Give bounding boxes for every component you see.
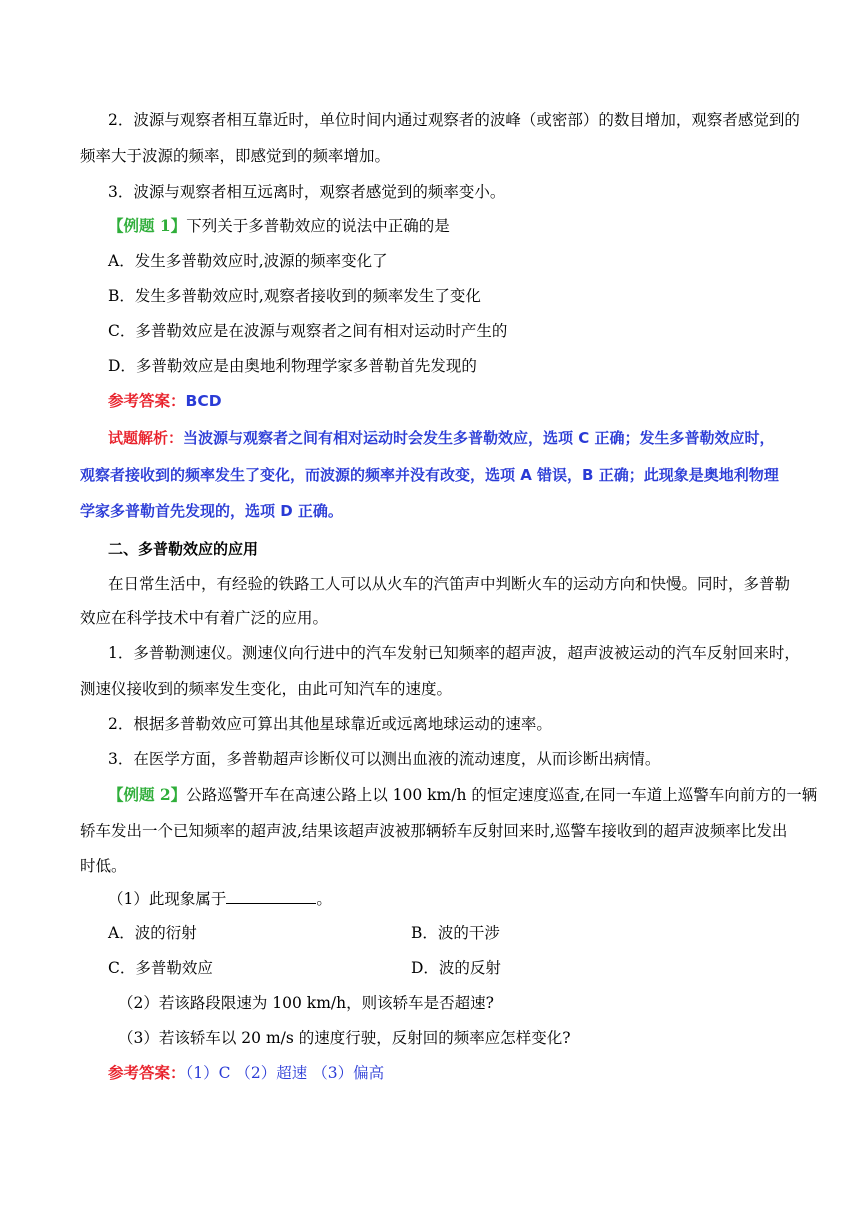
example2-answer-value: （1）C （2）超速 （3）偏高 <box>185 1064 385 1082</box>
example1-question <box>108 216 450 236</box>
analysis-label: 试题解析： <box>108 429 184 447</box>
example1-option-a: A．发生多普勒效应时,波源的频率变化了 <box>108 252 388 270</box>
example2-line3: 时低。 <box>80 857 127 875</box>
example2-line1 <box>108 785 817 805</box>
para-3: 3．波源与观察者相互远离时，观察者感觉到的频率变小。 <box>108 183 506 201</box>
para-2-line2: 频率大于波源的频率，即感觉到的频率增加。 <box>80 147 391 165</box>
example1-analysis-line1 <box>108 428 774 448</box>
q1-suffix: 。 <box>316 890 332 908</box>
app2: 2．根据多普勒效应可算出其他星球靠近或远离地球运动的速率。 <box>108 715 552 733</box>
example2-line2: 轿车发出一个已知频率的超声波,结果该超声波被那辆轿车反射回来时,巡警车接收到的超声波频率比发出 <box>80 822 788 840</box>
example2-option-c: C．多普勒效应 <box>108 959 213 977</box>
example2-option-a: A．波的衍射 <box>108 924 197 942</box>
example1-analysis-line2: 观察者接收到的频率发生了变化，而波源的频率并没有改变，选项 A 错误，B 正确；此现象是奥地利物理 <box>80 466 779 484</box>
example2-q3: （3）若该轿车以 20 m/s 的速度行驶，反射回的频率应怎样变化? <box>118 1029 571 1047</box>
example1-option-d: D．多普勒效应是由奥地利物理学家多普勒首先发现的 <box>108 357 477 375</box>
example1-question-text: 下列关于多普勒效应的说法中正确的是 <box>186 217 450 235</box>
example1-answer <box>108 391 222 411</box>
q1-prefix: （1）此现象属于 <box>108 890 227 908</box>
app1-line1: 1．多普勒测速仪。测速仪向行进中的汽车发射已知频率的超声波，超声波被运动的汽车反射回来时， <box>108 644 800 662</box>
app1-line2: 测速仪接收到的频率发生变化，由此可知汽车的速度。 <box>80 680 453 698</box>
example1-option-b: B．发生多普勒效应时,观察者接收到的频率发生了变化 <box>108 287 481 305</box>
section2-intro-line1: 在日常生活中，有经验的铁路工人可以从火车的汽笛声中判断火车的运动方向和快慢。同时，多普勒 <box>108 575 791 593</box>
example2-option-b: B．波的干涉 <box>411 924 500 942</box>
example1-option-c: C．多普勒效应是在波源与观察者之间有相对运动时产生的 <box>108 322 508 340</box>
analysis-text-1: 当波源与观察者之间有相对运动时会发生多普勒效应，选项 C 正确；发生多普勒效应时， <box>183 429 775 447</box>
app3: 3．在医学方面，多普勒超声诊断仪可以测出血液的流动速度，从而诊断出病情。 <box>108 750 661 768</box>
para-2-line1: 2．波源与观察者相互靠近时，单位时间内通过观察者的波峰（或密部）的数目增加，观察者感觉到的 <box>108 111 800 129</box>
example2-q2: （2）若该路段限速为 100 km/h，则该轿车是否超速? <box>118 994 494 1012</box>
answer-value: BCD <box>185 392 222 410</box>
answer-label: 参考答案： <box>108 391 186 410</box>
example2-tag: 【例题 2】 <box>108 785 187 804</box>
section2-intro-line2: 效应在科学技术中有着广泛的应用。 <box>80 609 329 627</box>
q1-blank <box>226 889 316 904</box>
example2-q1 <box>108 889 332 909</box>
example1-analysis-line3: 学家多普勒首先发现的，选项 D 正确。 <box>80 502 343 520</box>
example2-answer-label: 参考答案： <box>108 1063 186 1082</box>
example2-option-d: D．波的反射 <box>411 959 501 977</box>
example2-answer <box>108 1063 384 1083</box>
section2-title: 二、多普勒效应的应用 <box>108 540 259 558</box>
example1-tag: 【例题 1】 <box>108 216 187 235</box>
example2-line1-text: 公路巡警开车在高速公路上以 100 km/h 的恒定速度巡查,在同一车道上巡警车向前方的一辆 <box>186 786 818 804</box>
